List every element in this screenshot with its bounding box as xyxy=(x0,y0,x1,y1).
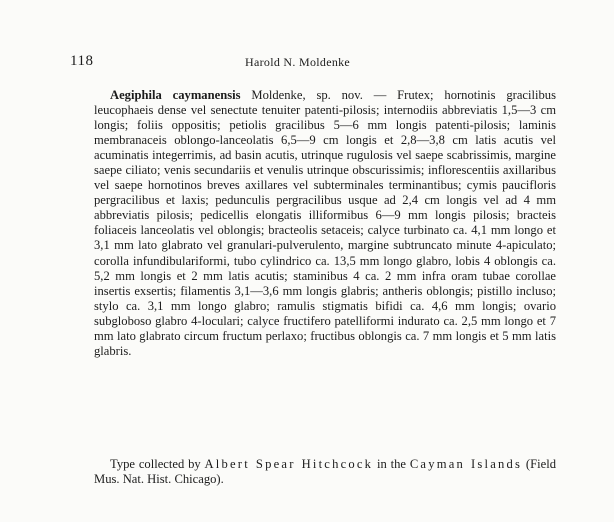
collector-name: Albert Spear Hitchcock xyxy=(204,457,374,471)
page-header xyxy=(70,53,550,71)
running-head: Harold N. Moldenke xyxy=(245,55,351,69)
species-name: Aegiphila caymanensis xyxy=(110,88,241,102)
type-note-paragraph xyxy=(94,457,556,487)
page-number: 118 xyxy=(70,53,94,69)
type-locality: Cayman Islands xyxy=(409,457,523,471)
type-note-suffix: (Field Mus. Nat. Hist. Chicago). xyxy=(94,457,556,487)
type-note-prefix: Type collected by xyxy=(110,457,205,471)
description-text: Moldenke, sp. nov. — Frutex; hornotinis gracilibus leucophaeis dense vel senectute tenuiter patenti-pilosis; internodiis abbreviatis 1,5—3 cm longis; foliis oppositis; petiolis gracilibus 5—6 mm longis patenti-pilosis; laminis membranaceis oblongo-lanceolatis 6,5—9 cm longis et 2,8—3,8 cm latis acutis vel acuminatis integerrimis, ad basin acutis, utrinque rugulosis vel saepe scabrissimis, margine saepe ciliato; venis secundariis et venulis utrinque obscurissimis; inflorescentiis axillaribus vel saepe hornotinos breves axillares vel subterminales terminantibus; cymis paucifloris pergracilibus et laxis; pedunculis pergracilibus usque ad 2,4 cm longis vel ad 4 mm abbreviatis pilosis; pedicellis elongatis illiformibus 6—9 mm longis pilosis; bracteis foliaceis lanceolatis vel oblongis; bracteolis setaceis; calyce turbinato ca. 4,1 mm longo et 3,1 mm lato glabrato vel granulari-pulverulento, margine subtruncato minute 4-apiculato; corolla infundibulariformi, tubo cylindrico ca. 13,5 mm longo glabro, lobis 4 oblongis ca. 5,2 mm longis et 2 mm latis acutis; staminibus 4 ca. 2 mm infra oram tubae corollae insertis exsertis; filamentis 3,1—3,6 mm longis glabris; antheris oblongis; pistillo incluso; stylo ca. 3,1 mm longo glabro; ramulis stigmatis bifidi ca. 4,6 mm longis; ovario subgloboso glabro 4-loculari; calyce fructifero patelliformi indurato ca. 2,5 mm longo et 7 mm lato glabrato circum fructum perlaxo; fructibus oblongis ca. 7 mm longis et 5 mm latis glabris. xyxy=(94,88,556,358)
species-description xyxy=(94,88,556,359)
type-note xyxy=(94,457,556,487)
description-paragraph xyxy=(94,88,556,359)
type-note-middle: in the xyxy=(373,457,410,471)
